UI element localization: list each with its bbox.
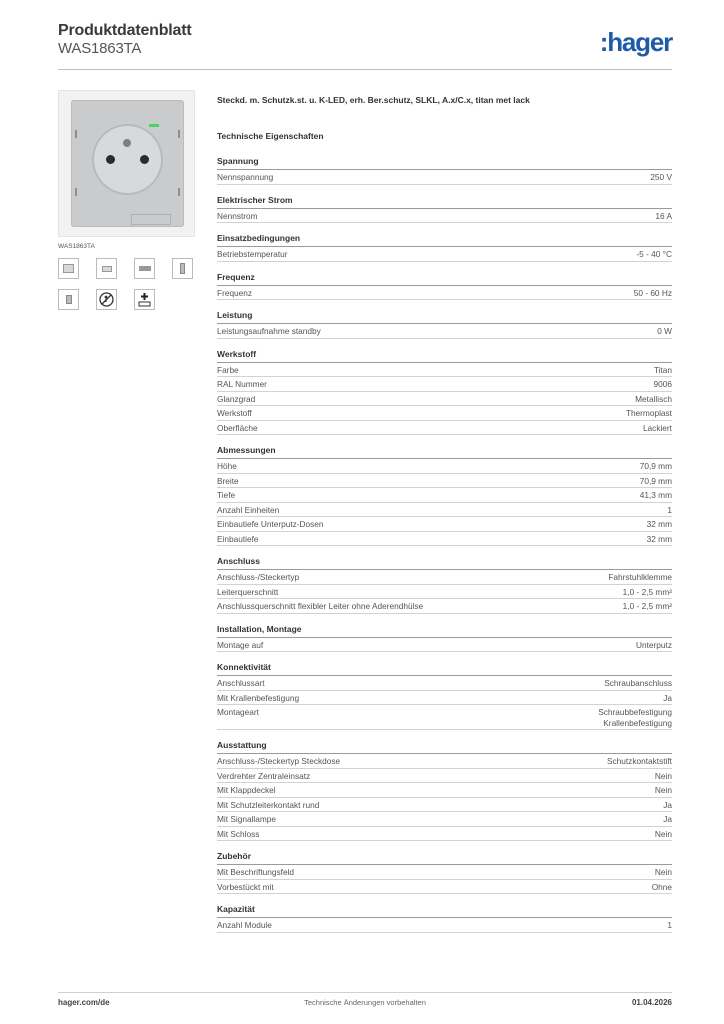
spec-row (217, 705, 672, 730)
earth-pin (123, 139, 131, 147)
header-divider (58, 69, 672, 70)
spec-value: Nein (654, 770, 672, 781)
spec-row (217, 532, 672, 547)
product-image (58, 90, 195, 237)
spec-section (217, 310, 672, 339)
spec-label: Anschluss-/Steckertyp Steckdose (217, 756, 341, 766)
spec-value: Ja (663, 799, 672, 810)
spec-value: 1 (667, 920, 672, 930)
section-title: Abmessungen (217, 445, 672, 459)
spec-section (217, 851, 672, 894)
spec-label: Montageart (217, 707, 259, 717)
section-title: Werkstoff (217, 349, 672, 363)
spec-value: Thermoplast (625, 408, 672, 418)
spec-value: Titan (653, 364, 672, 375)
socket-hole-left (106, 155, 115, 164)
product-specification (217, 94, 672, 943)
product-media-column (58, 90, 198, 310)
spec-row (217, 827, 672, 842)
spec-value: 41,3 mm (639, 490, 672, 500)
spec-value: -5 - 40 °C (636, 249, 672, 259)
signal-led (149, 124, 159, 127)
spec-label: Verdrehter Zentraleinsatz (217, 770, 311, 781)
spec-row (217, 880, 672, 895)
spec-section (217, 904, 672, 933)
spec-value: 0 W (657, 326, 672, 336)
spec-label: Anschluss-/Steckertyp (217, 572, 300, 582)
spec-row (217, 247, 672, 262)
spec-label: Mit Signallampe (217, 814, 277, 824)
spec-label: Mit Beschriftungsfeld (217, 867, 295, 877)
protection-class-icon[interactable] (134, 289, 155, 310)
spec-value: 32 mm (646, 533, 672, 544)
spec-value: 16 A (655, 210, 672, 221)
spec-row (217, 286, 672, 301)
spec-label: Anschlussart (217, 678, 265, 688)
spec-row (217, 421, 672, 436)
section-title: Ausstattung (217, 740, 672, 754)
spec-label: Glanzgrad (217, 393, 256, 404)
spec-value: 1,0 - 2,5 mm² (622, 601, 672, 611)
spec-row (217, 474, 672, 489)
spec-label: Breite (217, 475, 239, 486)
spec-label: Farbe (217, 364, 239, 375)
spec-row (217, 798, 672, 813)
section-title: Installation, Montage (217, 624, 672, 638)
spec-label: Nennstrom (217, 210, 258, 221)
spec-label: Leistungsaufnahme standby (217, 326, 321, 336)
section-title: Leistung (217, 310, 672, 324)
plate-notch (178, 130, 180, 138)
section-title: Spannung (217, 156, 672, 170)
plate-notch (75, 130, 77, 138)
spec-section (217, 662, 672, 730)
spec-value: Metallisch (635, 393, 672, 404)
spec-label: Mit Klappdeckel (217, 785, 276, 795)
spec-row (217, 599, 672, 614)
spec-section (217, 740, 672, 841)
spec-row (217, 517, 672, 532)
spec-label: Anzahl Module (217, 920, 272, 930)
spec-value: 70,9 mm (639, 475, 672, 486)
footer-divider (58, 992, 672, 993)
spec-row (217, 918, 672, 933)
spec-row (217, 488, 672, 503)
spec-row (217, 503, 672, 518)
spec-value: Fahrstuhlklemme (608, 572, 672, 582)
spec-value: Ja (663, 814, 672, 824)
document-title: Produktdatenblatt (58, 22, 192, 39)
plate-notch (75, 188, 77, 196)
spec-row (217, 406, 672, 421)
spec-label: Frequenz (217, 287, 253, 298)
spec-label: Anschlussquerschnitt flexibler Leiter ohne Aderendhülse (217, 601, 424, 611)
spec-row (217, 865, 672, 880)
frame-thumbnail-icon[interactable] (134, 258, 155, 279)
spec-row (217, 638, 672, 653)
footer-date: 01.04.2026 (631, 998, 672, 1007)
properties-heading: Technische Eigenschaften (217, 131, 324, 141)
section-title: Einsatzbedingungen (217, 233, 672, 247)
spec-label: Tiefe (217, 490, 236, 500)
spec-value: Nein (654, 867, 672, 877)
spec-row (217, 324, 672, 339)
spec-section (217, 233, 672, 262)
plate-notch (178, 188, 180, 196)
spec-section (217, 624, 672, 653)
spec-row (217, 209, 672, 224)
spec-label: Oberfläche (217, 422, 258, 433)
spec-section (217, 195, 672, 224)
spec-section (217, 556, 672, 614)
spec-label: Einbautiefe (217, 533, 259, 544)
spec-label: Leiterquerschnitt (217, 586, 279, 597)
section-title: Anschluss (217, 556, 672, 570)
spec-value: Nein (654, 785, 672, 795)
spec-row (217, 812, 672, 827)
spec-value: Unterputz (636, 639, 672, 650)
spec-row (217, 754, 672, 769)
spec-value: Nein (654, 828, 672, 839)
socket-hole-right (140, 155, 149, 164)
spec-label: Mit Krallenbefestigung (217, 692, 300, 703)
spec-value: 9006 (653, 379, 672, 389)
spec-label: RAL Nummer (217, 379, 267, 389)
spec-row (217, 392, 672, 407)
spec-label: Werkstoff (217, 408, 252, 418)
spec-label: Einbautiefe Unterputz-Dosen (217, 519, 324, 529)
spec-value: 1 (667, 504, 672, 515)
spec-label: Vorbestückt mit (217, 881, 274, 892)
depth-thumbnail-icon[interactable] (58, 289, 79, 310)
section-title: Zubehör (217, 851, 672, 865)
spec-sections (217, 156, 672, 933)
spec-value: 50 - 60 Hz (633, 287, 672, 298)
socket-outlet (92, 124, 163, 195)
spec-value: Ja (663, 692, 672, 703)
spec-section (217, 349, 672, 436)
spec-label: Betriebstemperatur (217, 249, 288, 259)
section-title: Elektrischer Strom (217, 195, 672, 209)
spec-row (217, 676, 672, 691)
spec-row (217, 363, 672, 378)
footer-website[interactable]: hager.com/de (58, 998, 110, 1007)
section-title: Kapazität (217, 904, 672, 918)
side-view-thumbnail-icon[interactable] (172, 258, 193, 279)
label-slot (131, 214, 171, 225)
spec-value: Schraubbefestigung Krallenbefestigung (598, 707, 672, 728)
document-subtitle: WAS1863TA (58, 40, 142, 57)
spec-row (217, 691, 672, 706)
spec-label: Höhe (217, 461, 237, 471)
product-description: Steckd. m. Schutzk.st. u. K-LED, erh. Ber.schutz, SLKL, A.x/C.x, titan met lack (217, 95, 530, 105)
hager-logo: :hager (599, 27, 672, 57)
thumbnail-grid (58, 258, 198, 310)
spec-label: Anzahl Einheiten (217, 504, 280, 515)
spec-value: 1,0 - 2,5 mm² (622, 586, 672, 597)
cover-plate (71, 100, 184, 227)
spec-value: 32 mm (646, 519, 672, 529)
spec-label: Nennspannung (217, 172, 274, 182)
spec-row (217, 570, 672, 585)
spec-row (217, 585, 672, 600)
section-title: Konnektivität (217, 662, 672, 676)
spec-value: Ohne (651, 881, 672, 892)
image-caption: WAS1863TA (58, 243, 95, 250)
document-header (58, 22, 672, 70)
spec-value: Schutzkontaktstift (606, 756, 672, 766)
spec-section (217, 445, 672, 546)
spec-value: Lackiert (642, 422, 672, 433)
child-protection-icon[interactable] (96, 289, 117, 310)
spec-row (217, 170, 672, 185)
spec-value: 250 V (650, 172, 672, 182)
footer-disclaimer: Technische Änderungen vorbehalten (304, 998, 426, 1007)
mounting-thumbnail-icon[interactable] (96, 258, 117, 279)
spec-section (217, 272, 672, 301)
spec-label: Mit Schutzleiterkontakt rund (217, 799, 320, 810)
spec-label: Mit Schloss (217, 828, 260, 839)
spec-row (217, 459, 672, 474)
spec-row (217, 769, 672, 784)
spec-label: Montage auf (217, 639, 264, 650)
spec-value: Schraubanschluss (604, 678, 672, 688)
spec-value: 70,9 mm (639, 461, 672, 471)
spec-row (217, 783, 672, 798)
spec-section (217, 156, 672, 185)
socket-outlet-thumbnail-icon[interactable] (58, 258, 79, 279)
spec-row (217, 377, 672, 392)
section-title: Frequenz (217, 272, 672, 286)
document-footer (58, 992, 672, 1016)
